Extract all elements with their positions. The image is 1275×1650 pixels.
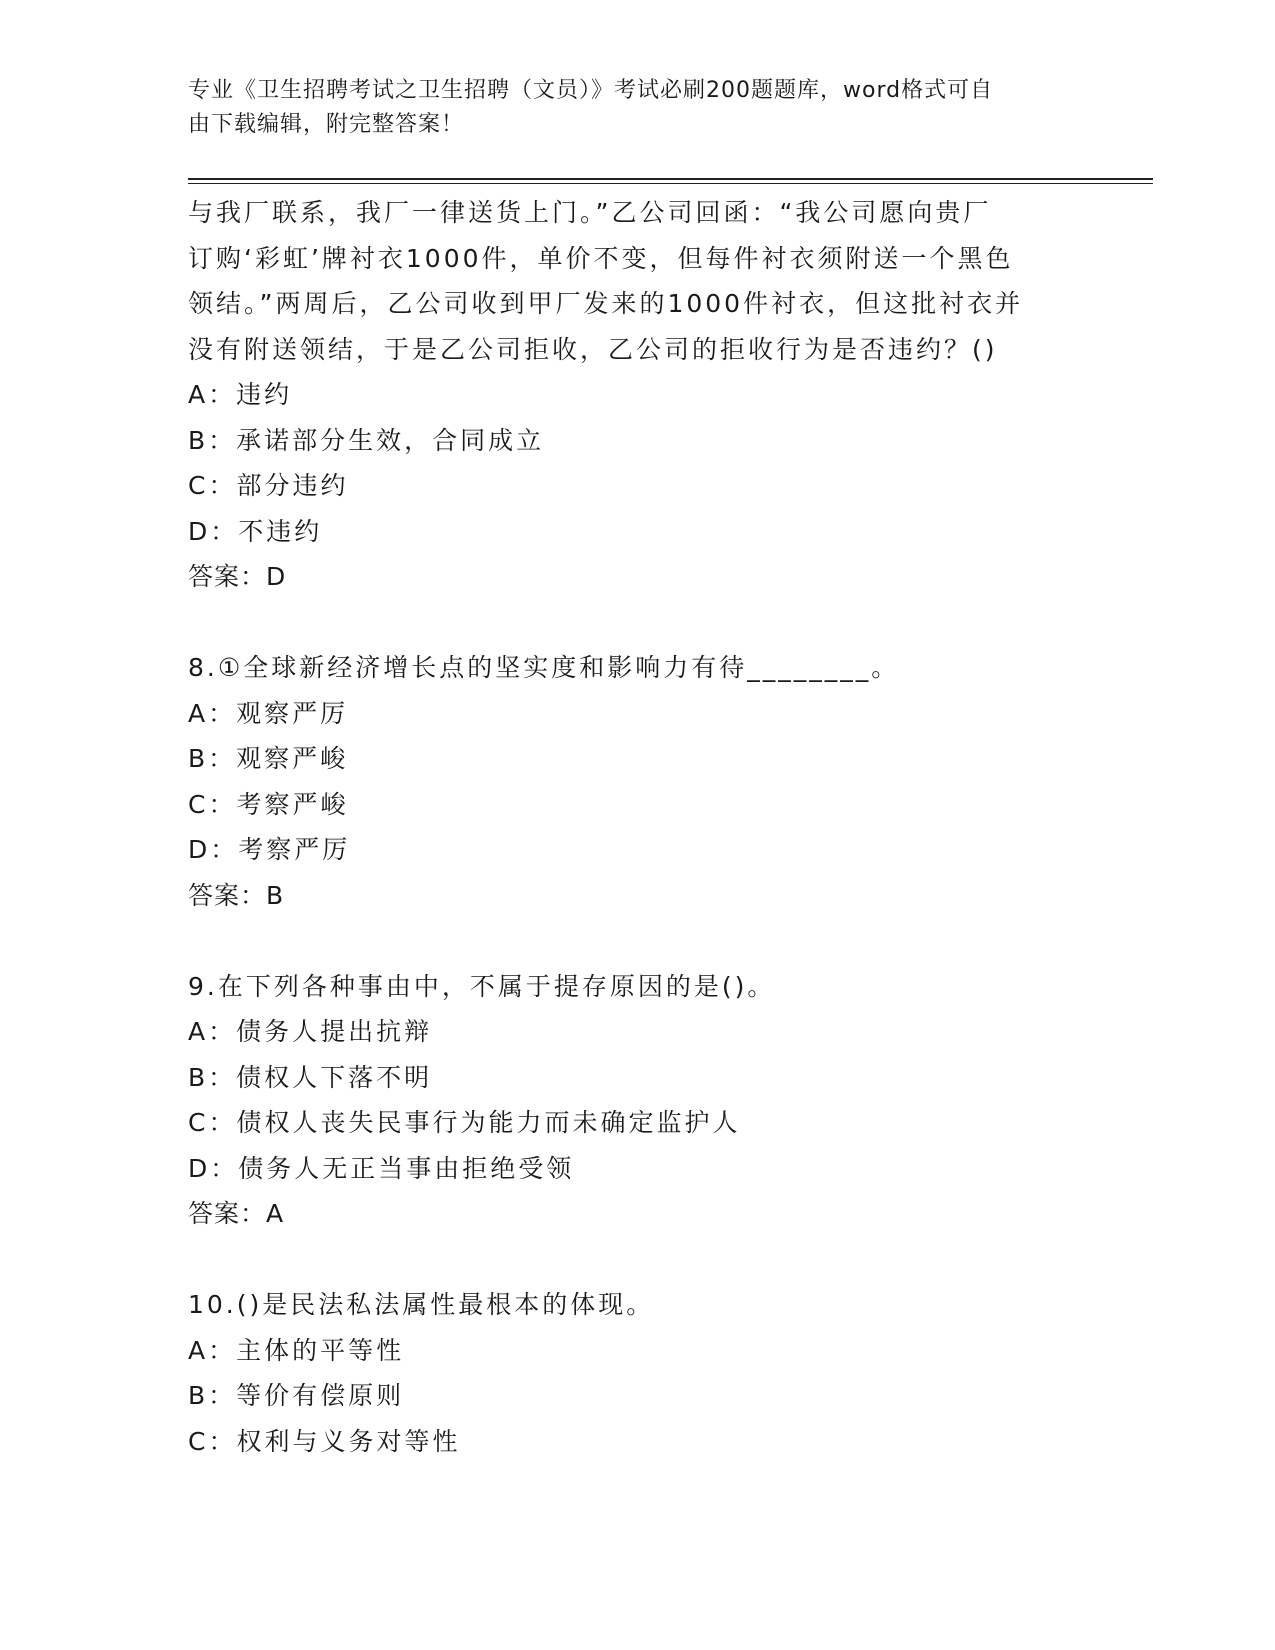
question-spacer — [188, 1237, 1088, 1283]
question-8-option-a: A：观察严厉 — [188, 698, 349, 728]
question-7-option-a: A：违约 — [188, 380, 293, 409]
question-8-stem: 8.①全球新经济增长点的坚实度和影响力有待________。 — [188, 653, 900, 682]
question-7-stem-line-3: 领结。”两周后，乙公司收到甲厂发来的1000件衬衣，但这批衬衣并 — [188, 289, 1024, 318]
question-7-stem-line-4: 没有附送领结，于是乙公司拒收，乙公司的拒收行为是否违约？() — [188, 334, 998, 364]
question-8-option-c: C：考察严峻 — [188, 789, 349, 819]
question-list — [188, 190, 1088, 1464]
question-9-option-a: A：债务人提出抗辩 — [188, 1017, 433, 1046]
question-7-option-b: B：承诺部分生效，合同成立 — [188, 425, 545, 455]
question-9-option-c: C：债权人丧失民事行为能力而未确定监护人 — [188, 1108, 741, 1137]
question-10 — [188, 1282, 1088, 1464]
question-9-option-b: B：债权人下落不明 — [188, 1062, 433, 1092]
header-title-line-1: 专业《卫生招聘考试之卫生招聘（文员）》考试必刷200题题库，word格式可自 — [188, 78, 994, 103]
question-7-answer: 答案：D — [188, 562, 287, 591]
question-7 — [188, 190, 1088, 600]
question-10-option-c: C：权利与义务对等性 — [188, 1426, 461, 1456]
question-7-stem-line-1: 与我厂联系，我厂一律送货上门。”乙公司回函：“我公司愿向贵厂 — [188, 198, 992, 227]
question-9 — [188, 964, 1088, 1237]
question-8-answer: 答案：B — [188, 880, 285, 910]
question-8 — [188, 645, 1088, 918]
question-10-stem: 10.()是民法私法属性最根本的体现。 — [188, 1290, 655, 1319]
header-divider-thin — [188, 183, 1153, 184]
question-10-option-b: B：等价有偿原则 — [188, 1381, 405, 1410]
question-spacer — [188, 600, 1088, 646]
header-title-line-2: 由下载编辑，附完整答案！ — [188, 112, 465, 137]
question-7-option-c: C：部分违约 — [188, 471, 349, 500]
question-10-option-a: A：主体的平等性 — [188, 1335, 405, 1365]
question-8-option-d: D：考察严厉 — [188, 835, 351, 864]
question-7-option-d: D：不违约 — [188, 516, 323, 546]
header-divider-thick — [188, 178, 1153, 180]
question-9-answer: 答案：A — [188, 1199, 285, 1228]
question-9-stem: 9.在下列各种事由中，不属于提存原因的是()。 — [188, 971, 776, 1001]
question-spacer — [188, 918, 1088, 964]
question-8-option-b: B：观察严峻 — [188, 744, 349, 773]
document-header — [188, 74, 1068, 142]
question-9-option-d: D：债务人无正当事由拒绝受领 — [188, 1153, 575, 1183]
question-7-stem-line-2: 订购‘彩虹’牌衬衣1000件，单价不变，但每件衬衣须附送一个黑色 — [188, 243, 1014, 273]
